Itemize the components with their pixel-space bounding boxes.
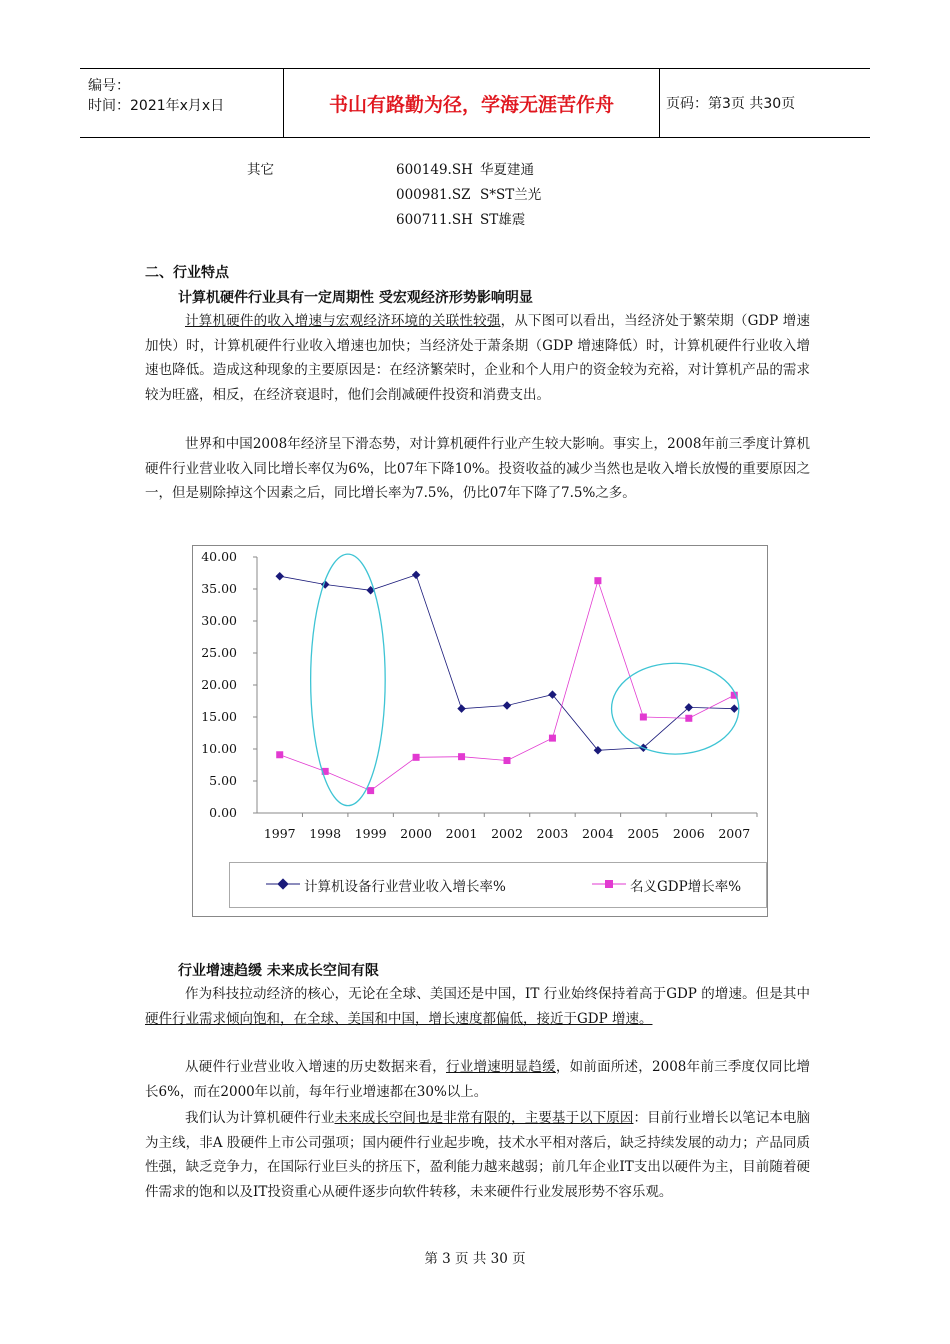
data-point: [503, 701, 511, 709]
paragraph-text: ，如前面所述，2008年前三季度仅同比增长6%，而在2000年以前，每年行业增速都在30%以上。: [145, 1059, 811, 1100]
stock-code: 000981.SZ: [396, 187, 471, 203]
paragraph: [145, 1055, 810, 1104]
data-point: [594, 746, 602, 754]
data-point: [458, 753, 465, 760]
doc-date-label: 时间：2021年x月x日: [88, 98, 225, 114]
line-chart: [192, 545, 766, 855]
x-tick-label: 2007: [718, 826, 751, 841]
paragraph-text: ，从下图可以看出，当经济处于繁荣期（GDP 增速加快）时，计算机硬件行业收入增速也加快；当经济处于萧条期（GDP 增速降低）时，计算机硬件行业收入增速也降低。造成这种现象的主要原因是：在经济繁荣时，企业和个人用户的资金较为充裕，对计算机产品的需求较为旺盛，相反，在经济衰退时，他们会削减硬件投资和消费支出。: [145, 313, 811, 403]
y-tick-label: 10.00: [201, 741, 237, 756]
y-tick-label: 15.00: [201, 709, 237, 724]
highlight-ellipse: [311, 554, 386, 806]
data-point: [504, 757, 511, 764]
section-title: 二、行业特点: [145, 265, 229, 281]
x-tick-label: 2005: [627, 826, 660, 841]
data-point: [367, 787, 374, 794]
header-page-number: 页码：第3页 共30页: [666, 96, 796, 112]
paragraph-text: 我们认为计算机硬件行业: [185, 1110, 335, 1126]
data-point: [685, 715, 692, 722]
underlined-text: 计算机硬件的收入增速与宏观经济环境的关联性较强: [185, 313, 501, 329]
stock-category: 其它: [247, 162, 274, 178]
paragraph-text: 作为科技拉动经济的核心，无论在全球、美国还是中国，IT 行业始终保持着高于GDP 的增速。但是其中: [185, 986, 810, 1002]
data-point: [594, 577, 601, 584]
x-tick-label: 2004: [582, 826, 614, 841]
data-point: [549, 735, 556, 742]
highlight-ellipse: [612, 663, 739, 754]
data-point: [412, 571, 420, 579]
stock-name: ST雄震: [480, 212, 526, 228]
x-tick-label: 1997: [263, 826, 296, 841]
x-tick-label: 2003: [536, 826, 569, 841]
subsection-title: 计算机硬件行业具有一定周期性 受宏观经济形势影响明显: [178, 290, 533, 306]
legend-label: 名义GDP增长率%: [630, 879, 742, 895]
data-point: [276, 751, 283, 758]
paragraph-text: ：目前行业增长以笔记本电脑为主线，非A 股硬件上市公司强项；国内硬件行业起步晚，技术水平相对落后，缺乏持续发展的动力；产品同质性强，缺乏竞争力，在国际行业巨头的挤压下，盈利能力越来越弱；前几年企业IT支出以硬件为主，目前随着硬件需求的饱和以及IT投资重心从硬件逐步向软件转移，未来硬件行业发展形势不容乐观。: [145, 1110, 811, 1200]
chart-legend: [229, 862, 767, 908]
stock-name: S*ST兰光: [480, 187, 542, 203]
y-tick-label: 35.00: [201, 581, 237, 596]
header-meta: [80, 69, 284, 137]
y-tick-label: 20.00: [201, 677, 237, 692]
page-footer: 第 3 页 共 30 页: [424, 1251, 526, 1267]
paragraph-text: 从硬件行业营业收入增速的历史数据来看，: [185, 1059, 446, 1075]
stock-code: 600149.SH: [396, 162, 473, 178]
data-point: [457, 704, 465, 712]
series-line: [280, 575, 735, 750]
y-tick-label: 30.00: [201, 613, 237, 628]
data-point: [548, 690, 556, 698]
legend-marker-icon: [592, 877, 626, 891]
x-tick-label: 2000: [400, 826, 432, 841]
legend-label: 计算机设备行业营业收入增长率%: [304, 879, 506, 895]
data-point: [275, 572, 283, 580]
x-tick-label: 1999: [354, 826, 387, 841]
y-tick-label: 5.00: [209, 773, 237, 788]
data-point: [730, 704, 738, 712]
x-tick-label: 2001: [445, 826, 478, 841]
header-motto: 书山有路勤为径，学海无涯苦作舟: [284, 69, 660, 137]
y-tick-label: 0.00: [209, 805, 237, 820]
underlined-text: 行业增速明显趋缓: [445, 1059, 556, 1075]
paragraph: 世界和中国2008年经济呈下滑态势，对计算机硬件行业产生较大影响。事实上，2008年前三季度计算机硬件行业营业收入同比增长率仅为6%，比07年下降10%。投资收益的减少当然也是收入增长放慢的重要原因之一，但是剔除掉这个因素之后，同比增长率为7.5%，仍比07年下降了7.5%之多。: [145, 436, 810, 501]
data-point: [640, 714, 647, 721]
x-tick-label: 2006: [672, 826, 705, 841]
underlined-text: 硬件行业需求倾向饱和，在全球、美国和中国，增长速度都偏低，接近于GDP 增速。: [145, 1010, 653, 1027]
underlined-text: 未来成长空间也是非常有限的，主要基于以下原因: [334, 1110, 634, 1126]
stock-code: 600711.SH: [396, 212, 473, 228]
x-tick-label: 1998: [309, 826, 342, 841]
data-point: [413, 754, 420, 761]
subsection-title: 行业增速趋缓 未来成长空间有限: [178, 963, 379, 979]
page-header: [80, 68, 870, 138]
paragraph: [145, 1106, 810, 1204]
paragraph: [145, 982, 810, 1031]
y-tick-label: 25.00: [201, 645, 237, 660]
y-tick-label: 40.00: [201, 549, 237, 564]
paragraph: [145, 309, 810, 407]
legend-marker-icon: [266, 877, 300, 891]
x-tick-label: 2002: [491, 826, 523, 841]
stock-name: 华夏建通: [480, 162, 534, 178]
doc-number-label: 编号：: [88, 78, 130, 94]
